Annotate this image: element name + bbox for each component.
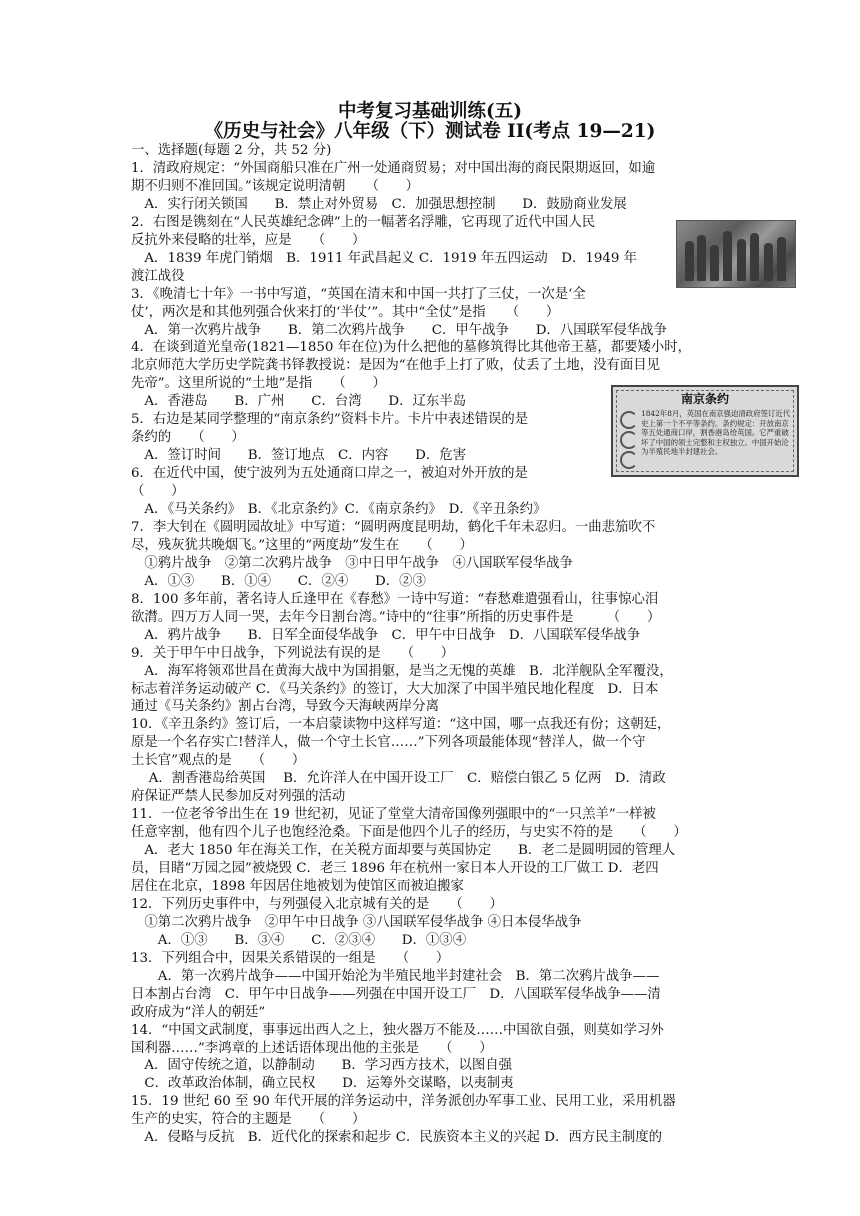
text-line: 10．《辛丑条约》签订后，一本启蒙读物中这样写道：“这中国，哪一点我还有份；这朝廷， (131, 717, 671, 733)
text-line: 3．《晚清七十年》一书中写道，“英国在清末和中国一共打了三仗，一次是‘全 (131, 286, 586, 302)
text-line: A．《马关条约》 B．《北京条约》C．《南京条约》 D．《辛丑条约》 (131, 502, 547, 517)
text-line: 4．在谈到道光皇帝(1821—1850 年在位)为什么把他的墓修筑得比其他帝王墓，都要矮小时， (131, 340, 692, 356)
text-line: 居住在北京，1898 年因居住地被划为使馆区而被迫搬家 (131, 878, 464, 894)
text-line: 一、选择题(每题 2 分，共 52 分) (131, 143, 332, 158)
text-line: A．第一次鸦片战争——中国开始沦为半殖民地半封建社会 B．第二次鸦片战争—— (131, 968, 660, 984)
text-line: 政府成为“洋人的朝廷” (131, 1004, 266, 1020)
text-line: 14．“中国文武制度，事事远出西人之上，独火器万不能及……中国欲自强，则莫如学习外 (131, 1022, 664, 1038)
text-line: A．签订时间 B．签订地点 C．内容 D．危害 (131, 448, 467, 464)
text-line: 条约的 （ ） (131, 430, 245, 446)
card-body: 1842年8月，英国在南京强迫清政府签订近代史上第一个不平等条约。条约规定：开放南京等五处通商口岸，割香港岛给英国。它严重破坏了中国的领土完整和主权独立。中国开始沦为半殖民地半封建社会。 (641, 409, 791, 457)
text-line: A．鸦片战争 B．日军全面侵华战争 C．甲午中日战争 D．八国联军侵华战争 (131, 627, 641, 643)
text-line: A．香港岛 B．广州 C．台湾 D．辽东半岛 (131, 394, 467, 410)
page-subtitle: 《历史与社会》八年级（下）测试卷 II(考点 19—21) (204, 121, 656, 142)
text-line: A．侵略与反抗 B．近代化的探索和起步 C．民族资本主义的兴起 D．西方民主制度的 (131, 1130, 663, 1146)
text-line: 5．右边是某同学整理的“南京条约”资料卡片。卡片中表述错误的是 (131, 412, 529, 428)
text-line: 期不归则不准回国。”该规定说明清朝 （ ） (131, 178, 420, 194)
swirl-ornament-icon (620, 451, 638, 469)
swirl-ornament-icon (620, 431, 638, 449)
text-line: A．固守传统之道，以静制动 B．学习西方技术，以图自强 (131, 1058, 513, 1074)
text-line: 北京师范大学历史学院龚书铎教授说：是因为“在他手上打了败，仗丢了土地，没有面目见 (131, 358, 661, 374)
text-line: A．老大 1850 年在海关工作，在关税方面却要与英国协定 B．老二是圆明园的管理人 (131, 843, 676, 858)
text-line: （ ） (131, 484, 185, 500)
text-line: 8．100 多年前，著名诗人丘逢甲在《春愁》一诗中写道：“春愁难遣强看山，往事惊心泪 (131, 591, 659, 607)
text-line: ①鸦片战争 ②第二次鸦片战争 ③中日甲午战争 ④八国联军侵华战争 (131, 555, 573, 571)
text-line: A．实行闭关锁国 B．禁止对外贸易 C．加强思想控制 D．鼓励商业发展 (131, 196, 627, 212)
text-line: A．第一次鸦片战争 B．第二次鸦片战争 C．甲午战争 D．八国联军侵华战争 (131, 322, 667, 338)
text-line: 员，目睹“万园之园”被烧毁 C．老三 1896 年在杭州一家日本人开设的工厂做工 D．老四 (131, 861, 659, 876)
text-line: ①第二次鸦片战争 ②甲午中日战争 ③八国联军侵华战争 ④日本侵华战争 (131, 914, 582, 930)
text-line: A．海军将领邓世昌在黄海大战中为国捐躯，是当之无愧的英雄 B．北洋舰队全军覆没， (131, 663, 673, 679)
text-line: 6．在近代中国，使宁波列为五处通商口岸之一，被迫对外开放的是 (131, 466, 528, 482)
text-line: A．①③ B．①④ C．②④ D．②③ (131, 573, 426, 589)
text-line: 标志着洋务运动破产 C．《马关条约》的签订，大大加深了中国半殖民地化程度 D．日本 (131, 681, 659, 697)
text-line: 国利器……”李鸿章的上述话语体现出他的主张是 （ ） (131, 1040, 493, 1056)
text-line: 15．19 世纪 60 至 90 年代开展的洋务运动中，洋务派创办军事工业、民用工业，采用机器 (131, 1094, 676, 1110)
text-line: 1．清政府规定：“外国商船只准在广州一处通商贸易；对中国出海的商民限期返回，如逾 (131, 160, 656, 176)
relief-sculpture-photo (676, 220, 796, 288)
text-line: 12．下列历史事件中，与列强侵入北京城有关的是 （ ） (131, 896, 503, 912)
text-line: 任意宰割，他有四个儿子也饱经沧桑。下面是他四个儿子的经历，与史实不符的是 （ ） (131, 825, 687, 841)
page-title: 中考复习基础训练(五) (337, 101, 522, 122)
nanjing-treaty-card (611, 385, 799, 477)
text-line: A．割香港岛给英国 B．允许洋人在中国开设工厂 C．赔偿白银乙 5 亿两 D．清政 (131, 771, 666, 787)
text-line: 11．一位老爷爷出生在 19 世纪初，见证了堂堂大清帝国像列强眼中的“一只羔羊”一样被 (131, 807, 656, 823)
text-line: 日本割占台湾 C．甲午中日战争——列强在中国开设工厂 D．八国联军侵华战争——清 (131, 986, 661, 1002)
text-line: 府保证严禁人民参加反对列强的活动 (131, 789, 346, 805)
text-line: C．改革政治体制，确立民权 D．运筹外交谋略，以夷制夷 (131, 1076, 514, 1092)
text-line: 尽，残灰犹共晚烟飞。”这里的“两度劫”发生在 （ ） (131, 537, 473, 553)
text-line: 2．右图是镌刻在“人民英雄纪念碑”上的一幅著名浮雕，它再现了近代中国人民 (131, 214, 596, 230)
card-title: 南京条约 (680, 392, 729, 406)
text-line: 9．关于甲午中日战争，下列说法有误的是 （ ） (131, 645, 455, 661)
text-line: 仗’，两次是和其他列强合伙来打的‘半仗’”。其中“全仗”是指 （ ） (131, 304, 560, 320)
text-line: 原是一个名存实亡!替洋人，做一个守土长官……”下列各项最能体现“替洋人，做一个守 (131, 735, 646, 751)
text-line: 先帝”。这里所说的“土地”是指 （ ） (131, 376, 386, 392)
text-line: 土长官”观点的是 （ ） (131, 753, 306, 769)
text-line: 生产的史实，符合的主题是 （ ） (131, 1112, 366, 1128)
text-line: 渡江战役 (131, 268, 185, 284)
text-line: A．①③ B．③④ C．②③④ D．①③④ (131, 932, 467, 948)
text-line: A．1839 年虎门销烟 B．1911 年武昌起义 C．1919 年五四运动 D．1949 年 (131, 250, 638, 266)
text-line: 反抗外来侵略的壮举，应是 （ ） (131, 232, 366, 248)
text-line: 通过《马关条约》割占台湾，导致今天海峡两岸分离 (131, 699, 439, 715)
text-line: 欲潸。四万万人同一哭，去年今日割台湾。”诗中的“往事”所指的历史事件是 （ ） (131, 609, 661, 625)
swirl-ornament-icon (620, 411, 638, 429)
text-line: 13．下列组合中，因果关系错误的一组是 （ ） (131, 950, 450, 966)
text-line: 7．李大钊在《圆明园故址》中写道：“圆明两度昆明劫，鹤化千年未忍归。一曲悲笳吹不 (131, 520, 656, 535)
